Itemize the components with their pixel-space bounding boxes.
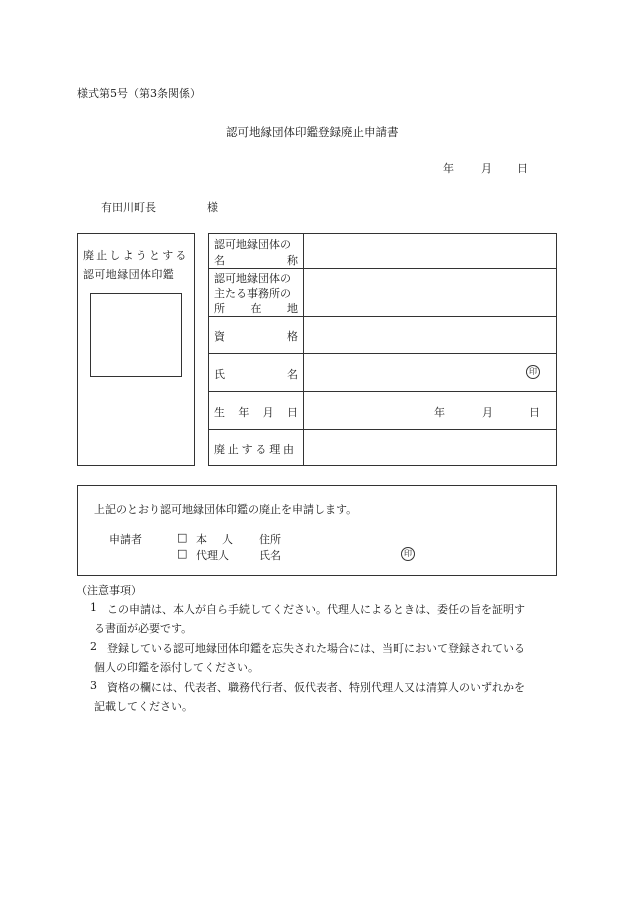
seal-impression-area[interactable] (90, 293, 182, 377)
note-line: る書面が必要です。 (94, 622, 193, 635)
note-line: 記載してください。 (94, 700, 193, 713)
org-name-label-line1: 認可地縁団体の (214, 238, 291, 251)
application-box (77, 485, 557, 576)
applicant-name-field[interactable] (285, 544, 395, 561)
birthdate-field[interactable] (304, 392, 556, 428)
application-statement: 上記のとおり認可地縁団体印鑑の廃止を申請します。 (94, 503, 358, 516)
birthdate-label-char: 年 (238, 406, 250, 419)
date-year-label: 年 (443, 162, 454, 175)
qualification-label (214, 328, 298, 344)
office-address-field[interactable] (304, 269, 556, 315)
addressee-name: 有田川町長 (101, 201, 156, 214)
birthdate-day-unit: 日 (529, 406, 540, 419)
notes-heading: （注意事項） (76, 584, 142, 597)
agent-label: 代理人 (196, 549, 229, 562)
name-label (214, 366, 298, 382)
org-name-label-char: 名 (214, 254, 225, 267)
agent-checkbox[interactable]: □ (177, 547, 188, 560)
applicant-label: 申請者 (109, 533, 142, 546)
self-checkbox[interactable]: □ (177, 531, 188, 544)
note-number: 2 (90, 640, 97, 653)
address-label: 住所 (259, 533, 281, 546)
note-line: この申請は、本人が自ら手続してください。代理人によるときは、委任の旨を証明す (107, 603, 525, 616)
name-seal-mark: 印 (526, 365, 540, 379)
org-name-field[interactable] (304, 234, 556, 268)
date-month-label: 月 (481, 162, 492, 175)
note-line: 資格の欄には、代表者、職務代行者、仮代表者、特別代理人又は清算人のいずれかを (107, 681, 525, 694)
birthdate-label (214, 404, 298, 420)
org-name-label-line2 (214, 252, 298, 268)
form-title: 認可地縁団体印鑑登録廃止申請書 (226, 125, 399, 139)
addressee-honorific: 様 (207, 201, 218, 214)
office-label-line2: 主たる事務所の (214, 287, 291, 300)
applicant-name-label: 氏名 (259, 549, 281, 562)
qualification-label-char: 格 (287, 330, 298, 343)
self-label-char: 本 (196, 533, 207, 546)
birthdate-label-char: 生 (214, 406, 225, 419)
office-label-char: 所 (214, 302, 225, 315)
note-line: 登録している認可地縁団体印鑑を忘失された場合には、当町において登録されている (107, 642, 525, 655)
name-label-char: 名 (287, 368, 298, 381)
form-number: 様式第5号（第3条関係） (77, 87, 201, 100)
office-label-char: 地 (287, 302, 298, 315)
birthdate-label-char: 月 (262, 406, 274, 419)
note-number: 1 (90, 601, 97, 614)
applicant-address-field[interactable] (285, 528, 545, 545)
date-day-label: 日 (517, 162, 528, 175)
seal-box-label-line1: 廃止しようとする (83, 249, 189, 262)
name-label-char: 氏 (214, 368, 225, 381)
seal-box (77, 233, 195, 466)
self-label-char: 人 (222, 533, 233, 546)
applicant-seal-mark: 印 (401, 547, 415, 561)
office-label-line3 (214, 300, 298, 316)
name-field[interactable] (304, 354, 519, 390)
office-label-char: 在 (250, 302, 262, 315)
note-number: 3 (90, 679, 97, 692)
reason-label: 廃止する理由 (214, 443, 297, 456)
office-label-line1: 認可地縁団体の (214, 272, 291, 285)
note-line: 個人の印鑑を添付してください。 (94, 661, 259, 674)
seal-box-label-line2: 認可地縁団体印鑑 (83, 268, 175, 281)
birthdate-year-unit: 年 (434, 406, 445, 419)
reason-field[interactable] (304, 430, 556, 465)
birthdate-label-char: 日 (286, 406, 298, 419)
qualification-label-char: 資 (214, 330, 225, 343)
org-name-label-char: 称 (287, 254, 298, 267)
qualification-field[interactable] (304, 317, 556, 352)
birthdate-month-unit: 月 (482, 406, 493, 419)
